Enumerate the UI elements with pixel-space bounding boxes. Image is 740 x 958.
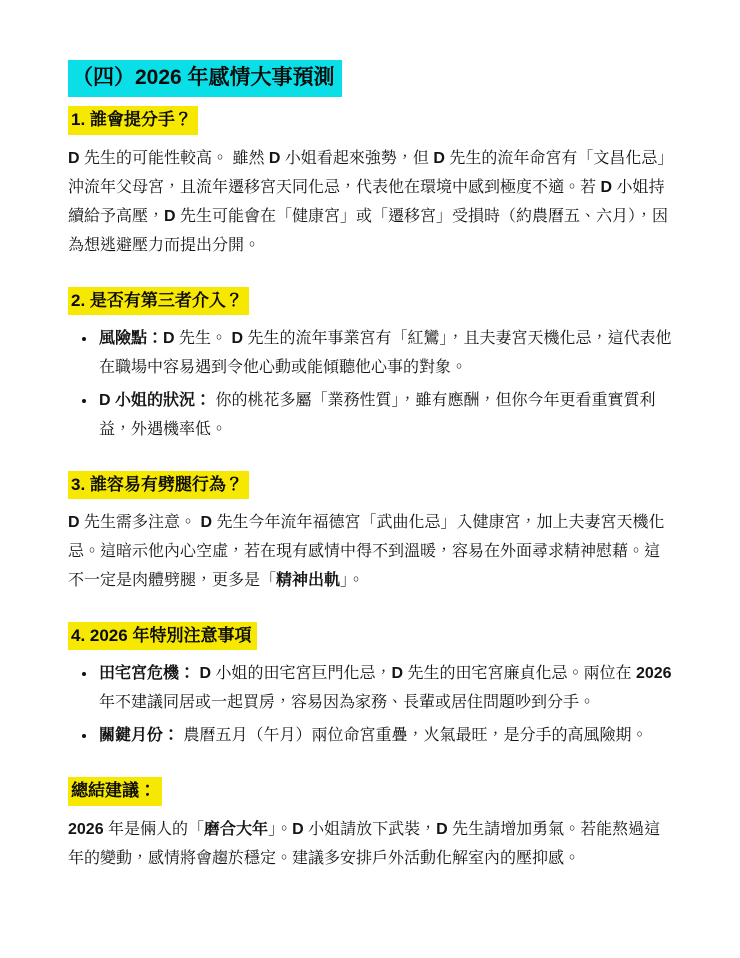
section-heading-2: 2. 是否有第三者介入？ [68, 287, 249, 315]
section-special-notes [68, 622, 672, 750]
bullet-item: • 關鍵月份： 農曆五月（午月）兩位命宮重疊，火氣最旺，是分手的高風險期。 [97, 721, 672, 750]
bullet-list-2 [68, 324, 672, 444]
section-summary-advice [68, 777, 672, 872]
bullet-item: • 風險點：D 先生。 D 先生的流年事業宮有「紅鸞」，且夫妻宮天機化忌，這代表他在職場中容易遇到令他心動或能傾聽他心事的對象。 [97, 324, 672, 382]
section-heading-4: 4. 2026 年特別注意事項 [68, 622, 257, 650]
section-paragraph-3: D 先生需多注意。 D 先生今年流年福德宮「武曲化忌」入健康宮，加上夫妻宮天機化忌。這暗示他內心空虛，若在現有感情中得不到溫暖，容易在外面尋求精神慰藉。這不一定是肉體劈腿，更多是「精神出軌」。 [68, 514, 665, 590]
section-who-breaks-up [68, 106, 672, 259]
section-paragraph-1: D 先生的可能性較高。 雖然 D 小姐看起來強勢，但 D 先生的流年命宮有「文昌化忌」沖流年父母宮，且流年遷移宮天同化忌，代表他在環境中感到極度不適。若 D 小姐持續給予高壓，D 先生可能會在「健康宮」或「遷移宮」受損時（約農曆五、六月），因為想逃避壓力而提出分開。 [68, 149, 669, 254]
section-cheating-risk [68, 471, 672, 595]
bullet-list-4 [68, 659, 672, 750]
bullet-item: • 田宅宮危機： D 小姐的田宅宮巨門化忌，D 先生的田宅宮廉貞化忌。兩位在 2026 年不建議同居或一起買房，容易因為家務、長輩或居住問題吵到分手。 [97, 659, 672, 717]
section-heading-3: 3. 誰容易有劈腿行為？ [68, 471, 249, 499]
section-third-party [68, 287, 672, 444]
section-heading-summary: 總結建議： [68, 777, 162, 805]
bullet-item: • D 小姐的狀況： 你的桃花多屬「業務性質」，雖有應酬，但你今年更看重實質利益，外遇機率低。 [97, 386, 672, 444]
section-heading-1: 1. 誰會提分手？ [68, 106, 198, 134]
summary-paragraph: 2026 年是倆人的「磨合大年」。D 小姐請放下武裝，D 先生請增加勇氣。若能熬過這年的變動，感情將會趨於穩定。建議多安排戶外活動化解室內的壓抑感。 [68, 820, 661, 867]
page-title: （四）2026 年感情大事預測 [68, 60, 342, 97]
